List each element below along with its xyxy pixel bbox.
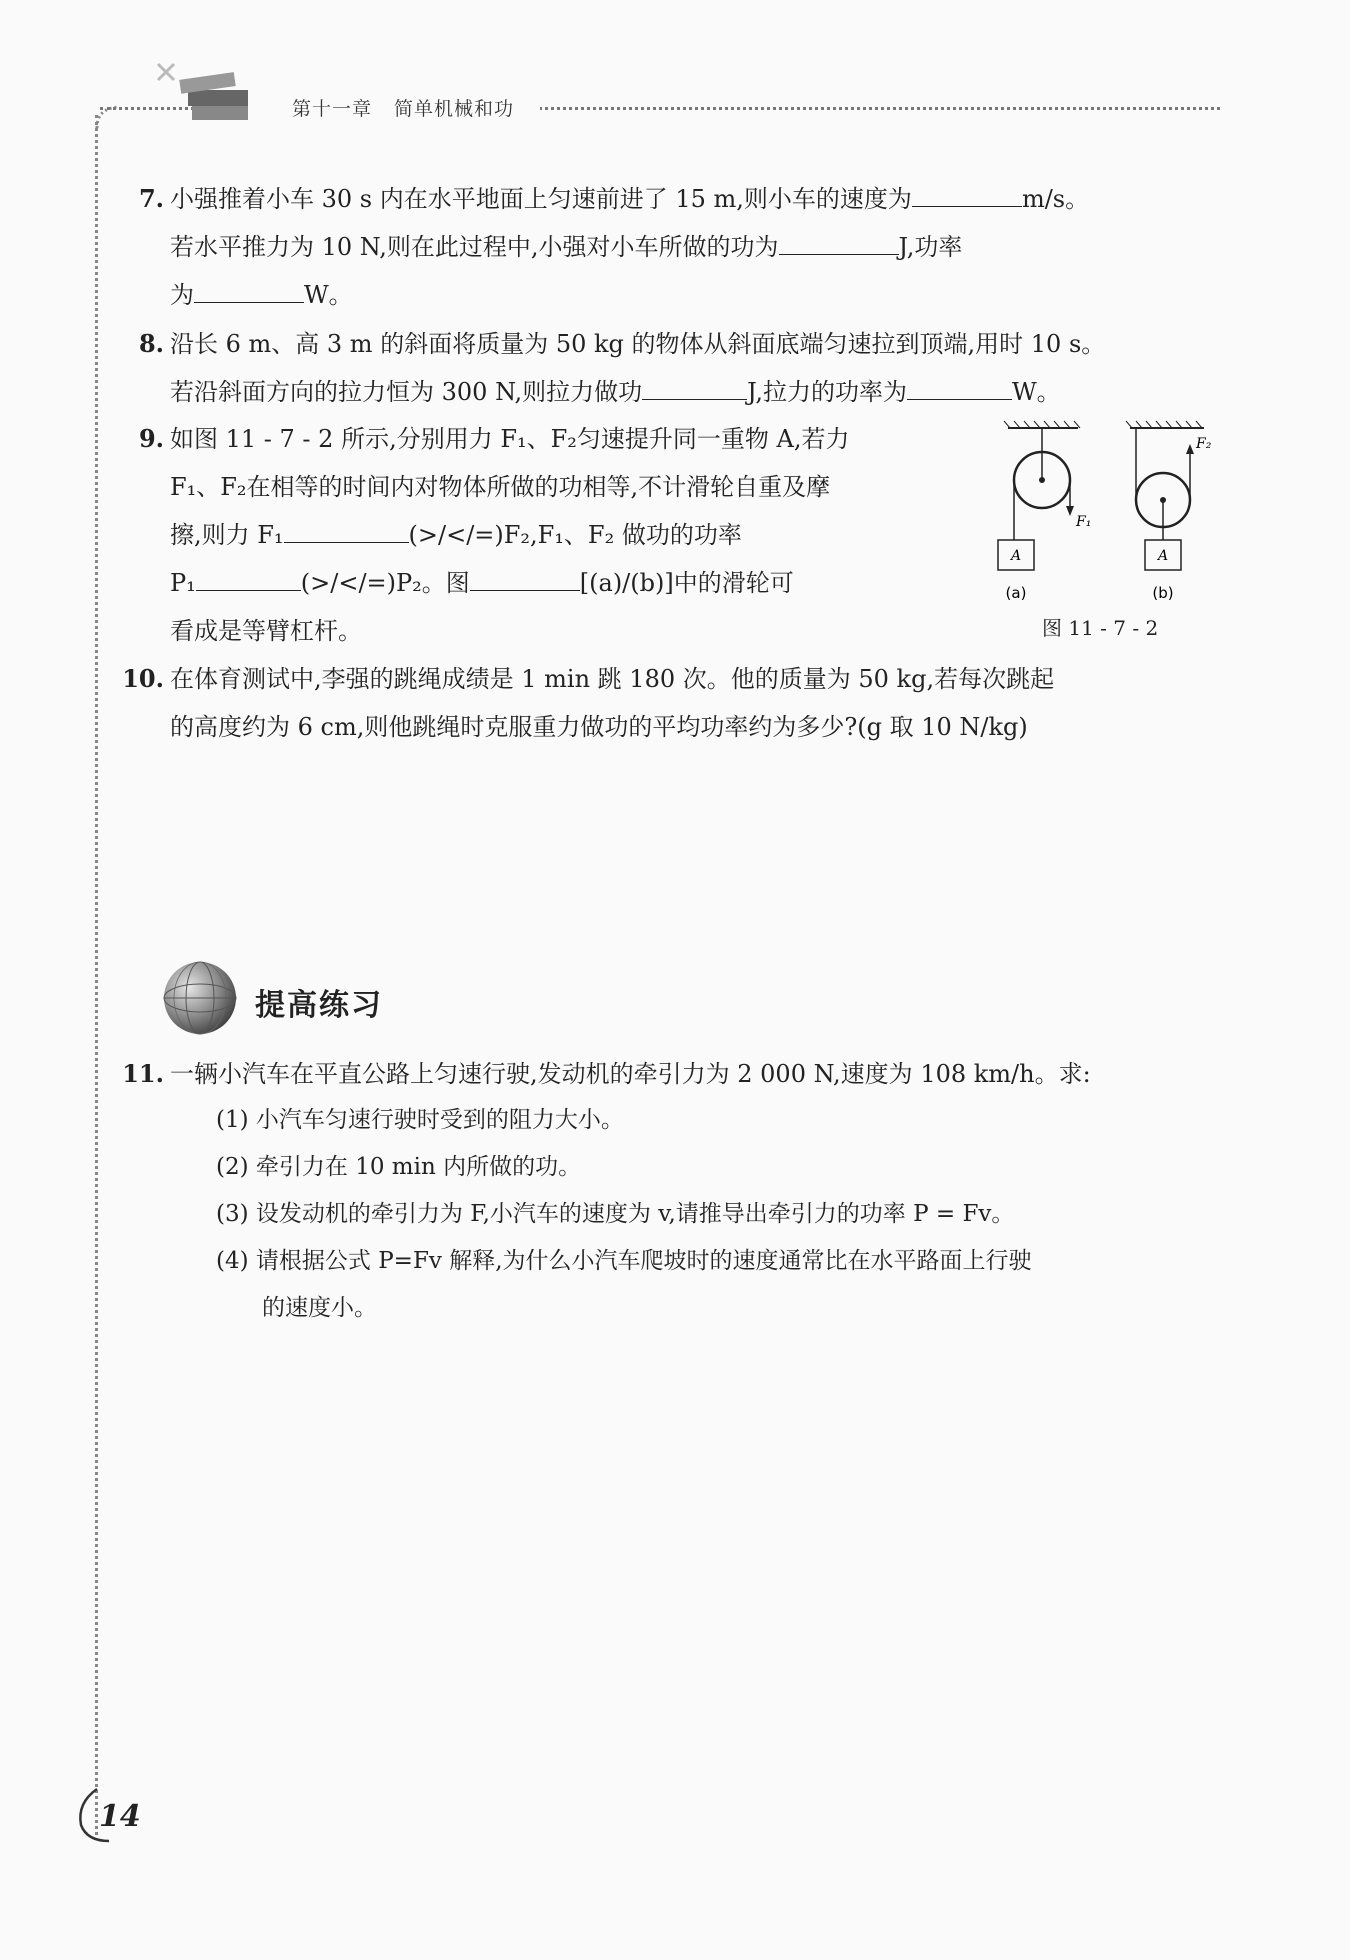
pulley-figure	[990, 418, 1230, 608]
chapter-label: 第十一章	[292, 98, 373, 120]
question-text: (>/</=)F₂,F₁、F₂ 做功的功率	[408, 521, 742, 549]
question-text: W。	[304, 281, 353, 309]
question-7	[138, 175, 1230, 319]
question-text: 擦,则力 F₁	[170, 521, 284, 549]
question-number: 7.	[138, 184, 164, 213]
question-text: 看成是等臂杠杆。	[170, 617, 362, 645]
answer-blank[interactable]	[907, 377, 1012, 400]
globe-icon	[160, 958, 240, 1038]
force-f1-label: F₁	[1076, 514, 1092, 530]
question-number: 11.	[122, 1059, 164, 1088]
question-text: 如图 11 - 7 - 2 所示,分别用力 F₁、F₂匀速提升同一重物 A,若力	[170, 425, 850, 453]
block-b-label: A	[1157, 548, 1169, 564]
question-text: J,功率	[898, 233, 963, 261]
question-text: 在体育测试中,李强的跳绳成绩是 1 min 跳 180 次。他的质量为 50 kg,若每次跳起	[170, 665, 1055, 693]
question-text: 为	[170, 281, 194, 309]
answer-blank[interactable]	[196, 568, 301, 591]
answer-blank[interactable]	[194, 280, 304, 303]
question-text: 一辆小汽车在平直公路上匀速行驶,发动机的牵引力为 2 000 N,速度为 108 km/h。求:	[170, 1060, 1091, 1088]
question-text: W。	[1012, 378, 1061, 406]
chapter-title: 简单机械和功	[394, 98, 515, 120]
question-text: 若沿斜面方向的拉力恒为 300 N,则拉力做功	[170, 378, 643, 406]
question-number: 10.	[122, 664, 164, 693]
question-text: P₁	[170, 569, 196, 597]
books-logo-icon	[150, 60, 260, 130]
answer-blank[interactable]	[470, 568, 580, 591]
question-text: J,拉力的功率为	[747, 378, 908, 406]
page-number	[75, 1785, 141, 1845]
force-f2-label: F₂	[1196, 436, 1212, 452]
block-a-label: A	[1010, 548, 1022, 564]
page-number-text: 14	[99, 1799, 141, 1834]
header-corner-curve	[93, 100, 133, 130]
section-title: 提高练习	[255, 988, 383, 1023]
question-11-part-4-cont: 的速度小。	[262, 1295, 377, 1321]
question-number: 8.	[138, 329, 164, 358]
running-header	[292, 94, 536, 121]
question-text: 若水平推力为 10 N,则在此过程中,小强对小车所做的功为	[170, 233, 779, 261]
question-text: 小强推着小车 30 s 内在水平地面上匀速前进了 15 m,则小车的速度为	[170, 185, 912, 213]
answer-blank[interactable]	[284, 520, 409, 543]
question-8	[138, 320, 1230, 416]
question-10	[122, 655, 1230, 751]
subfigure-a-label: (a)	[1005, 584, 1027, 602]
question-text: [(a)/(b)]中的滑轮可	[579, 569, 794, 597]
question-number: 9.	[138, 424, 164, 453]
question-text: 沿长 6 m、高 3 m 的斜面将质量为 50 kg 的物体从斜面底端匀速拉到顶端,用时 10 s。	[170, 330, 1106, 358]
question-11-part-2: (2) 牵引力在 10 min 内所做的功。	[216, 1154, 582, 1180]
question-text: (>/</=)P₂。图	[300, 569, 470, 597]
question-text: F₁、F₂在相等的时间内对物体所做的功相等,不计滑轮自重及摩	[170, 473, 831, 501]
question-text: 的高度约为 6 cm,则他跳绳时克服重力做功的平均功率约为多少?(g 取 10 N/kg)	[170, 713, 1028, 741]
left-dotted-margin	[95, 115, 98, 1835]
question-11-part-1: (1) 小汽车匀速行驶时受到的阻力大小。	[216, 1107, 624, 1133]
answer-blank[interactable]	[779, 232, 899, 255]
answer-blank[interactable]	[912, 184, 1022, 207]
question-text: m/s。	[1021, 185, 1090, 213]
answer-blank[interactable]	[642, 377, 747, 400]
question-11-part-4: (4) 请根据公式 P=Fv 解释,为什么小汽车爬坡时的速度通常比在水平路面上行驶	[216, 1248, 1032, 1274]
question-11	[122, 1050, 1230, 1098]
question-9	[138, 415, 970, 655]
question-11-part-3: (3) 设发动机的牵引力为 F,小汽车的速度为 v,请推导出牵引力的功率 P = Fv。	[216, 1201, 1015, 1227]
subfigure-b-label: (b)	[1152, 584, 1174, 602]
figure-caption: 图 11 - 7 - 2	[1042, 616, 1159, 640]
